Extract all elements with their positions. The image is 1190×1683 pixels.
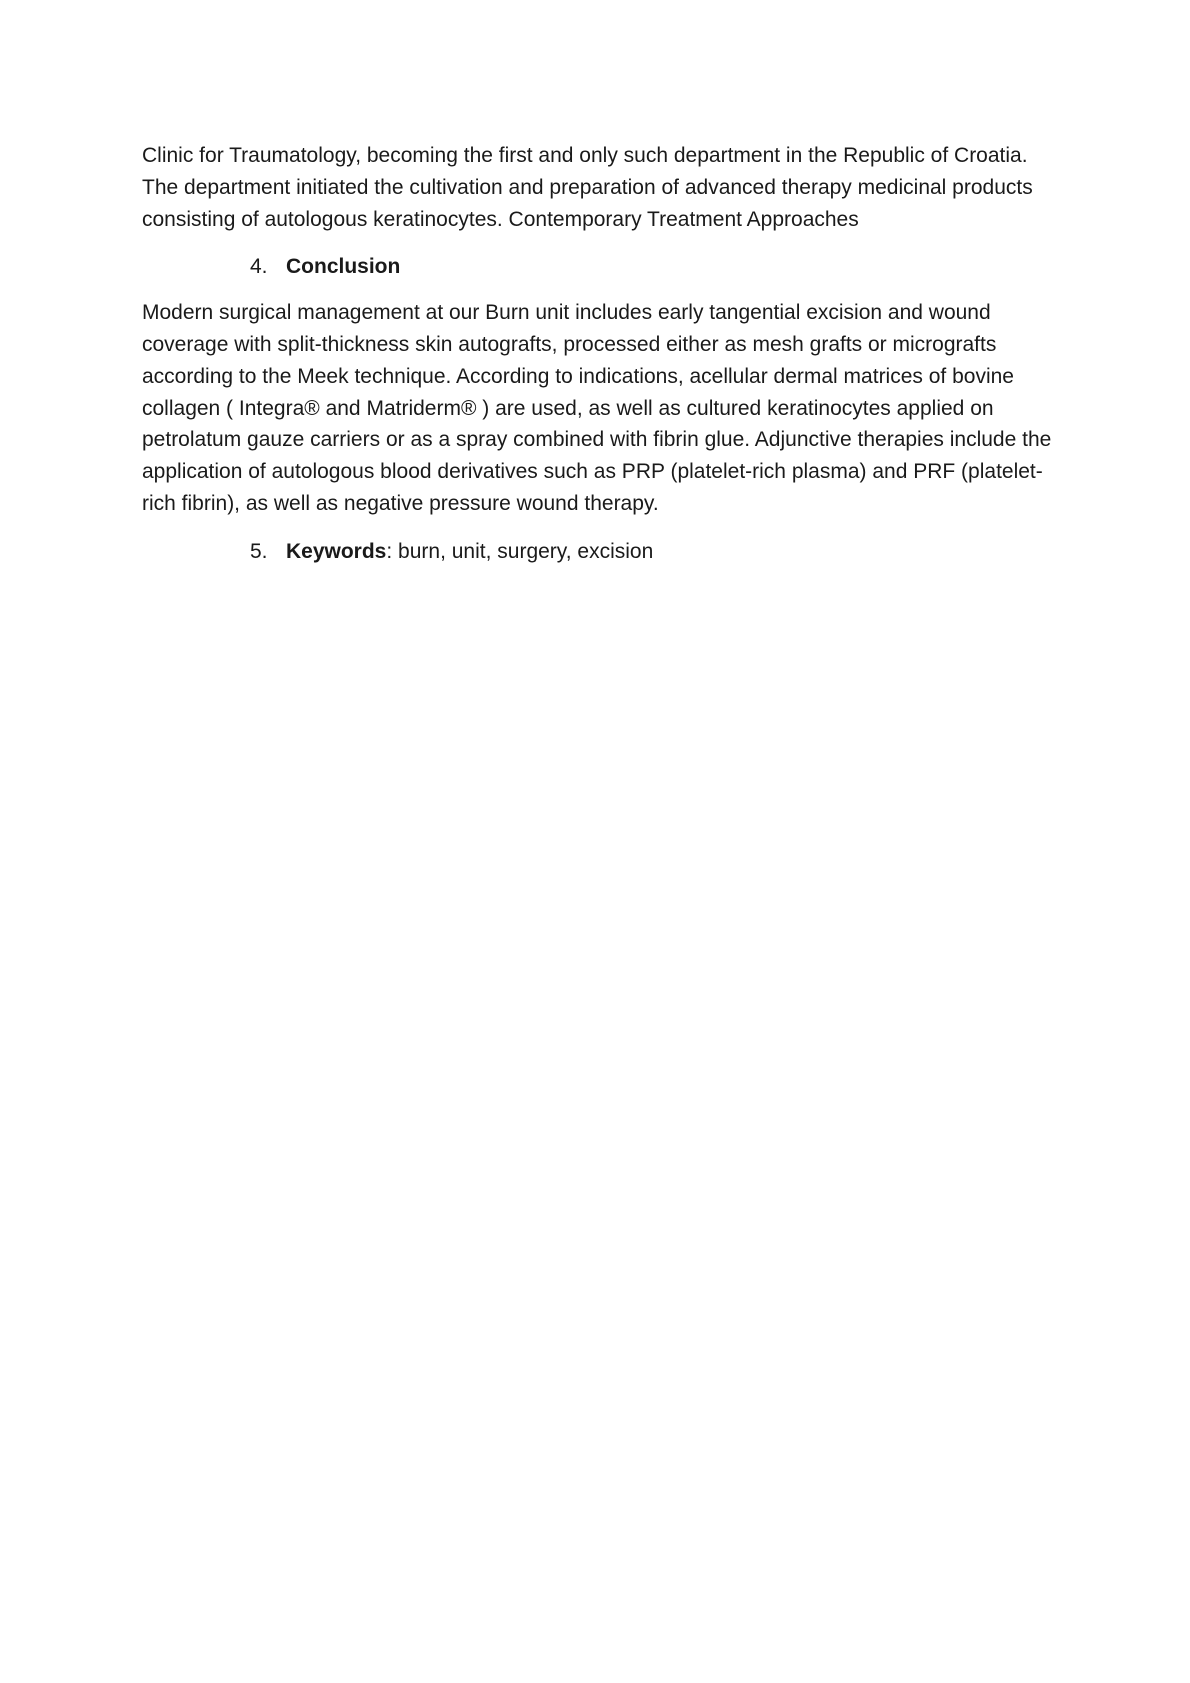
keywords-line — [286, 536, 653, 568]
conclusion-paragraph: Modern surgical management at our Burn unit includes early tangential excision and wound coverage with split-thickness skin autografts, processed either as mesh grafts or micrografts according to the Meek technique. According to indications, acellular dermal matrices of bovine collagen ( Integra® and Matriderm® ) are used, as well as cultured keratinocytes applied on petrolatum gauze carriers or as a spray combined with fibrin glue. Adjunctive therapies include the application of autologous blood derivatives such as PRP (platelet-rich plasma) and PRF (platelet-rich fibrin), as well as negative pressure wound therapy. — [142, 301, 1052, 515]
document-body — [142, 140, 1057, 582]
keywords-label: Keywords — [286, 539, 387, 563]
section-number: 5. — [250, 539, 268, 563]
section-title: Conclusion — [286, 255, 401, 279]
section-number: 4. — [250, 255, 268, 279]
intro-paragraph: Clinic for Traumatology, becoming the first and only such department in the Republic of Croatia. The department initiated the cultivation and preparation of advanced therapy medicinal products consisting of autologous keratinocytes. Contemporary Treatment Approaches — [142, 144, 1033, 231]
keywords-item — [142, 536, 1057, 568]
keywords-list: : burn, unit, surgery, excision — [386, 539, 654, 563]
section-conclusion-heading — [142, 251, 1057, 283]
